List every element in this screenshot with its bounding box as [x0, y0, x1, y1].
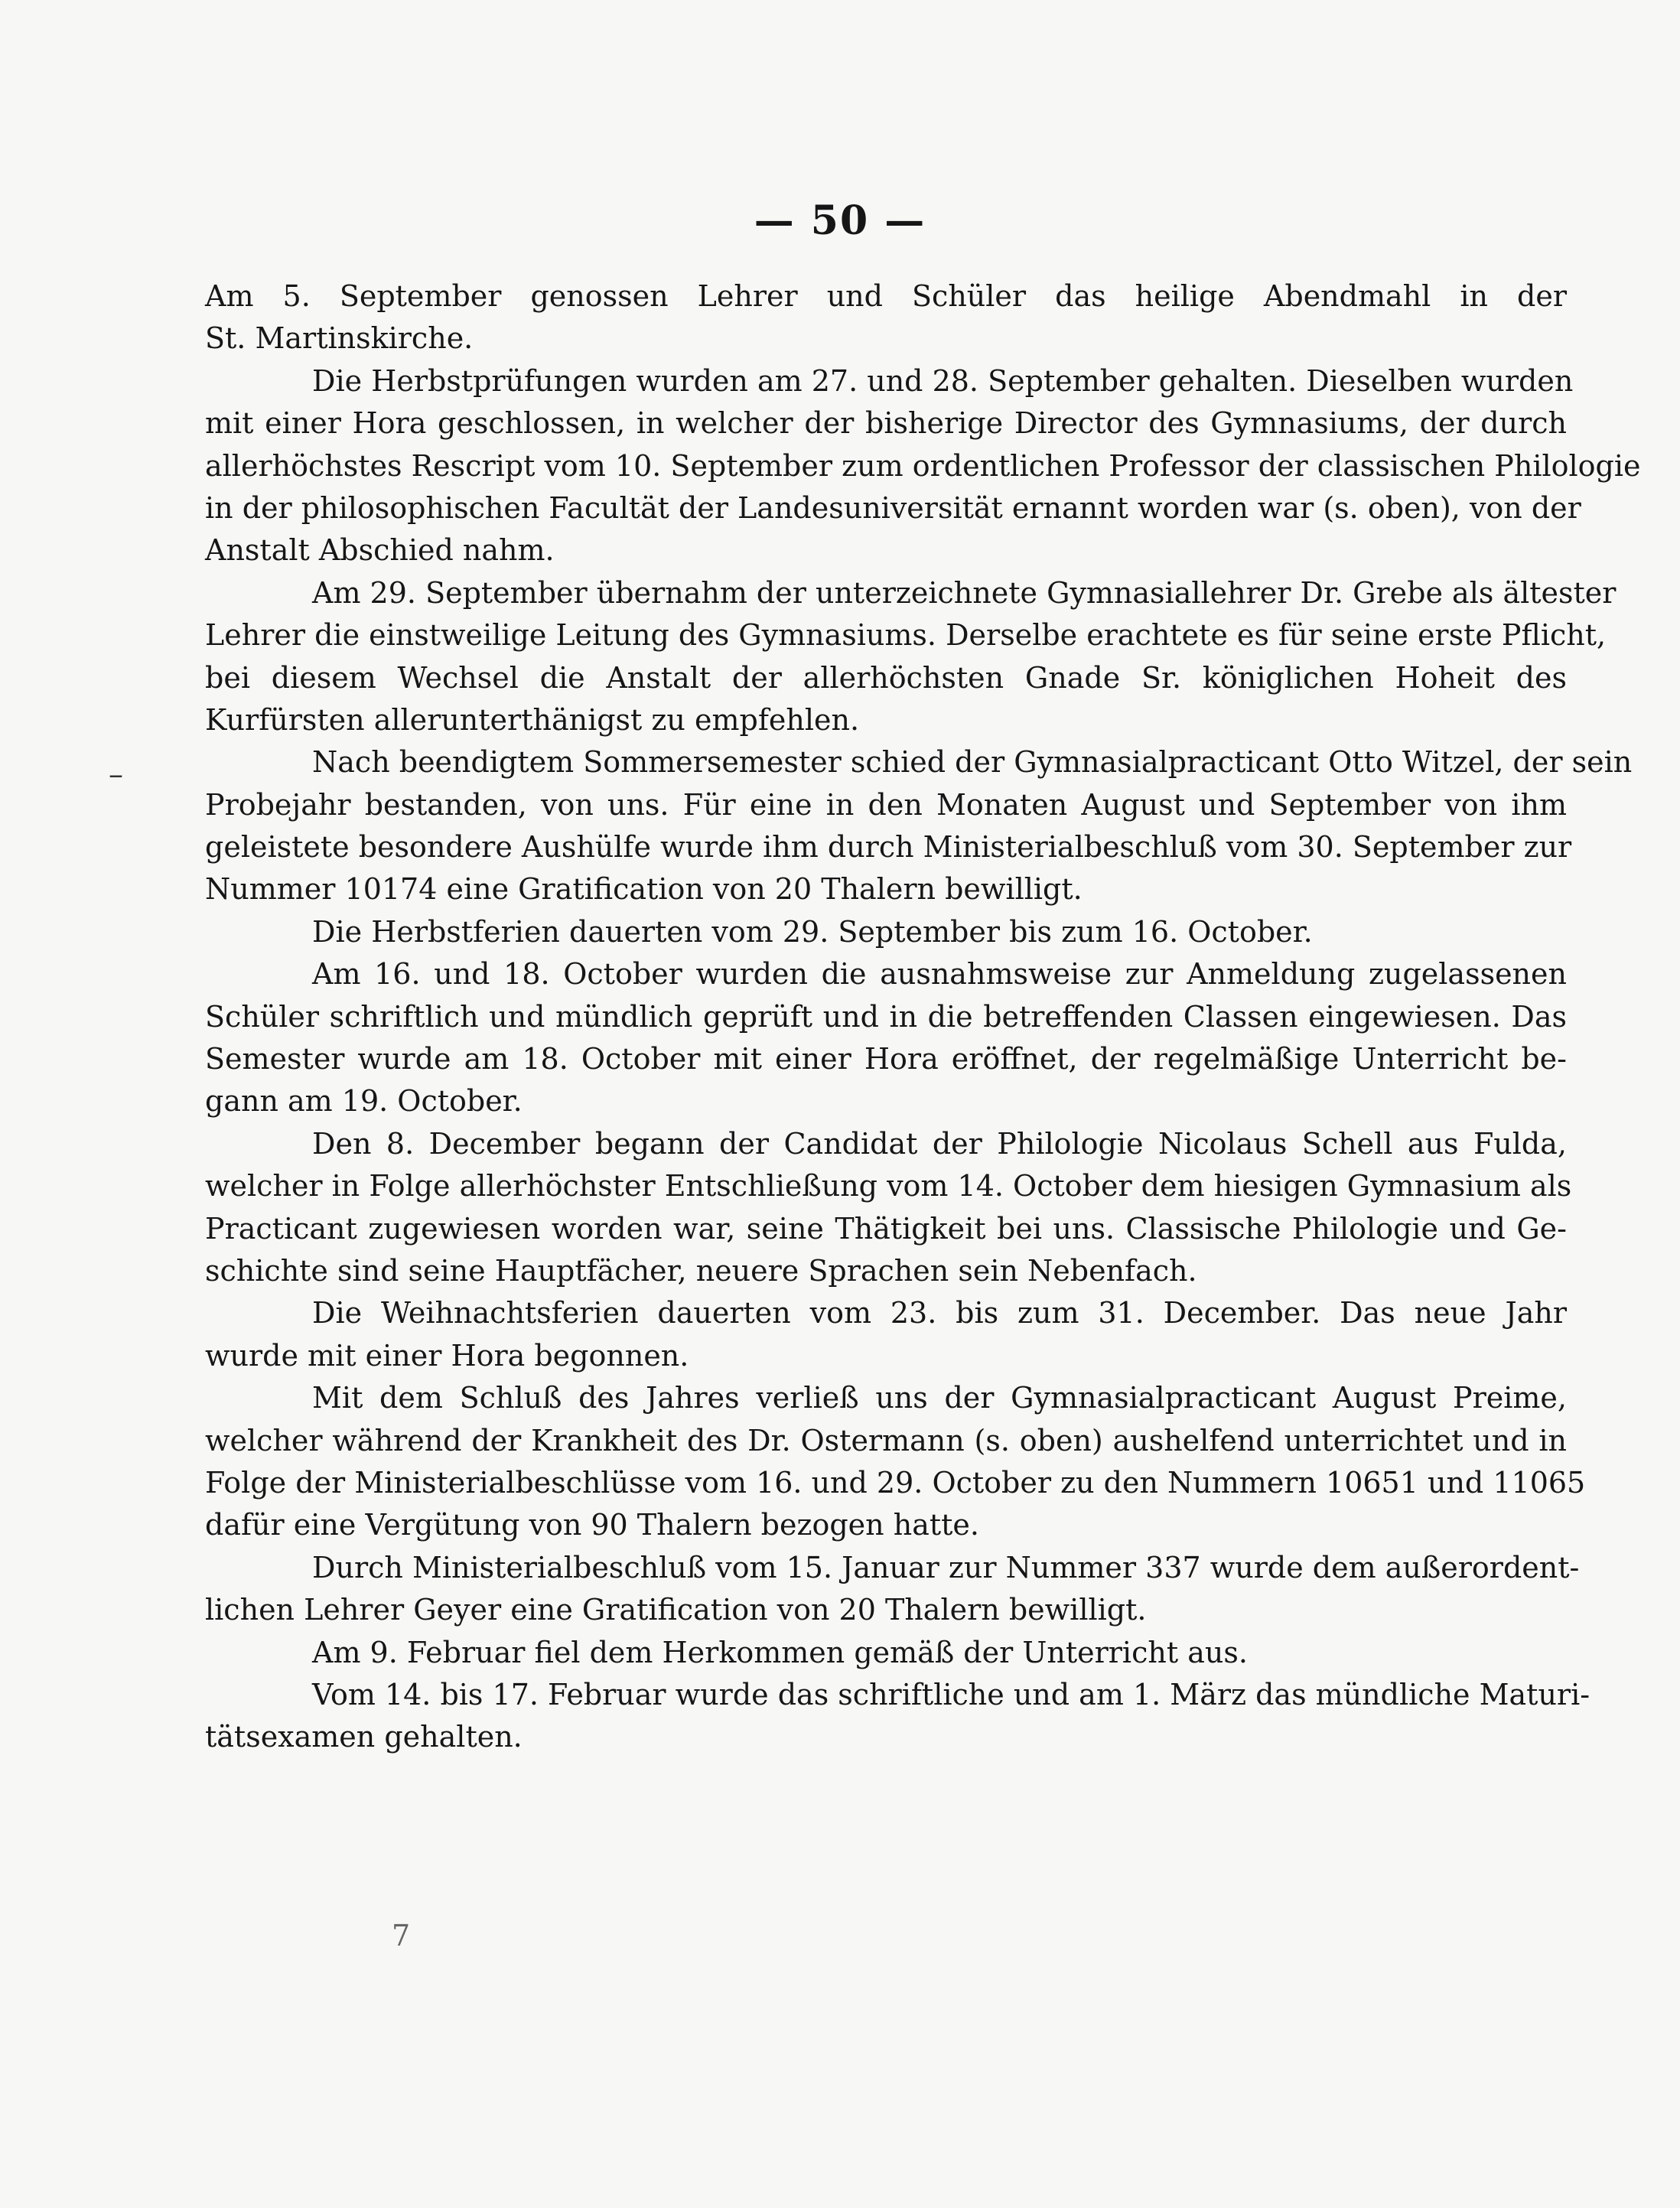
text-line: Mit dem Schluß des Jahres verließ uns der Gymnasialpracticant August Preime, — [312, 1381, 1567, 1415]
text-line: Kurfürsten allerunterthänigst zu empfehlen. — [205, 702, 860, 737]
margin-mark: – — [109, 757, 123, 791]
text-line: Die Herbstprüfungen wurden am 27. und 28. September gehalten. Dieselben wurden — [312, 363, 1574, 398]
body-text — [205, 275, 1641, 1759]
text-line: gann am 19. October. — [205, 1084, 523, 1119]
text-line: Am 29. September übernahm der unterzeichnete Gymnasiallehrer Dr. Grebe als ältester — [312, 575, 1617, 610]
text-line: geleistete besondere Aushülfe wurde ihm durch Ministerialbeschluß vom 30. September zur — [205, 830, 1572, 865]
text-line: Anstalt Abschied nahm. — [205, 533, 555, 568]
text-line: Den 8. December begann der Candidat der Philologie Nicolaus Schell aus Fulda, — [312, 1126, 1567, 1161]
text-line: mit einer Hora geschlossen, in welcher der bisherige Director des Gymnasiums, der durch — [205, 406, 1567, 441]
text-line: Folge der Ministerialbeschlüsse vom 16. und 29. October zu den Nummern 10651 und 11065 — [205, 1465, 1586, 1500]
text-line: tätsexamen gehalten. — [205, 1720, 523, 1754]
text-line: Schüler schriftlich und mündlich geprüft und in die betreffenden Classen eingewiesen. Das — [205, 999, 1567, 1034]
text-line: allerhöchstes Rescript vom 10. September zum ordentlichen Professor der classischen Philologie — [205, 448, 1641, 483]
text-line: welcher während der Krankheit des Dr. Ostermann (s. oben) aushelfend unterrichtet und in — [205, 1423, 1567, 1457]
text-line: Nummer 10174 eine Gratification von 20 Thalern bewilligt. — [205, 872, 1083, 907]
text-line: Am 5. September genossen Lehrer und Schüler das heilige Abendmahl in der — [205, 279, 1567, 313]
text-line: Die Weihnachtsferien dauerten vom 23. bis zum 31. December. Das neue Jahr — [312, 1296, 1567, 1330]
text-line: schichte sind seine Hauptfächer, neuere Sprachen sein Nebenfach. — [205, 1253, 1197, 1288]
text-line: wurde mit einer Hora begonnen. — [205, 1338, 689, 1373]
page-number: — 50 — — [754, 197, 926, 244]
text-line: Am 16. und 18. October wurden die ausnahmsweise zur Anmeldung zugelassenen — [312, 957, 1567, 992]
text-line: Vom 14. bis 17. Februar wurde das schriftliche und am 1. März das mündliche Maturi- — [312, 1677, 1590, 1711]
text-line: St. Martinskirche. — [205, 321, 474, 356]
text-line: dafür eine Vergütung von 90 Thalern bezogen hatte. — [205, 1508, 979, 1542]
text-line: Nach beendigtem Sommersemester schied der Gymnasialpracticant Otto Witzel, der sein — [312, 745, 1633, 780]
text-line: lichen Lehrer Geyer eine Gratification von 20 Thalern bewilligt. — [205, 1593, 1147, 1627]
text-line: Practicant zugewiesen worden war, seine Thätigkeit bei uns. Classische Philologie und Ge- — [205, 1211, 1567, 1246]
text-line: Die Herbstferien dauerten vom 29. September bis zum 16. October. — [312, 914, 1313, 949]
text-line: Durch Ministerialbeschluß vom 15. Januar zur Nummer 337 wurde dem außerordent- — [312, 1550, 1580, 1584]
text-line: Probejahr bestanden, von uns. Für eine in den Monaten August und September von ihm — [205, 787, 1567, 822]
text-line: Semester wurde am 18. October mit einer Hora eröffnet, der regelmäßige Unterricht be- — [205, 1042, 1567, 1076]
text-line: welcher in Folge allerhöchster Entschließung vom 14. October dem hiesigen Gymnasium als — [205, 1169, 1572, 1203]
text-line: Am 9. Februar fiel dem Herkommen gemäß der Unterricht aus. — [312, 1635, 1248, 1669]
text-line: Lehrer die einstweilige Leitung des Gymnasiums. Derselbe erachtete es für seine erste Pflicht, — [205, 618, 1607, 653]
text-line: in der philosophischen Facultät der Landesuniversität ernannt worden war (s. oben), von der — [205, 490, 1581, 525]
bottom-mark: 7 — [392, 1919, 411, 1952]
text-line: bei diesem Wechsel die Anstalt der allerhöchsten Gnade Sr. königlichen Hoheit des — [205, 660, 1567, 695]
